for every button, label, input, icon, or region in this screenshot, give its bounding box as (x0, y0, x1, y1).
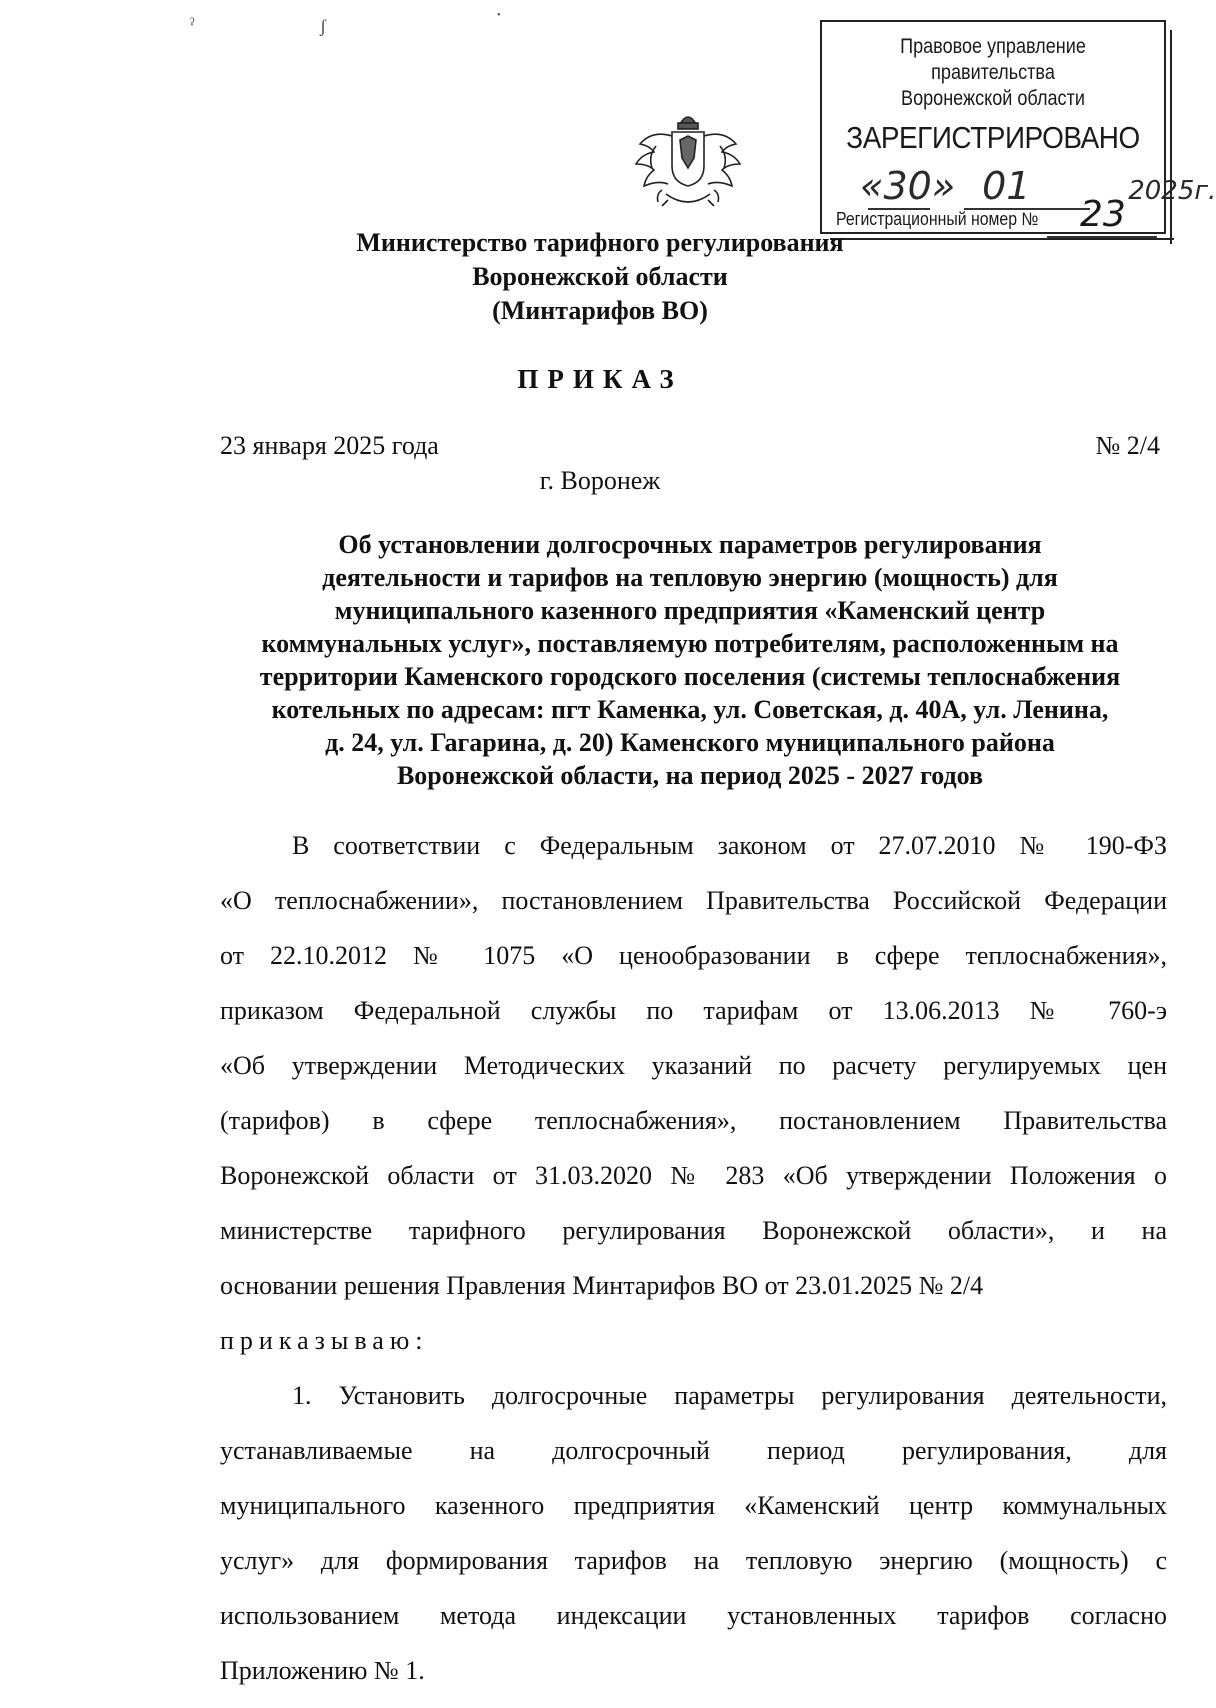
scan-mark: • (497, 10, 501, 21)
stamp-organization (846, 34, 1140, 112)
preamble-line: (тарифов) в сфере теплоснабжения», постановлением Правительства (220, 1106, 1167, 1135)
clause-1-line: Приложению № 1. (220, 1656, 425, 1685)
preamble-line: основании решения Правления Минтарифов ВО от 23.01.2025 № 2/4 (220, 1271, 984, 1300)
document-date: 23 января 2025 года (220, 431, 439, 460)
clause-1-line: устанавливаемые на долгосрочный период регулирования, для (220, 1436, 1167, 1465)
scan-mark: ʃ (320, 16, 326, 36)
document-number: № 2/4 (1095, 431, 1160, 460)
ministry-name-line: Министерство тарифного регулирования (356, 228, 844, 257)
preamble-line: министерстве тарифного регулирования Воронежской области», и на (220, 1216, 1167, 1245)
stamp-date-day: «30» (860, 164, 956, 208)
preamble-line: Воронежской области от 31.03.2020 № 283 «Об утверждении Положения о (220, 1161, 1167, 1190)
order-word: приказываю: (220, 1326, 429, 1355)
title-line: Воронежской области, на период 2025 - 2027 годов (396, 761, 984, 790)
coat-of-arms-emblem (628, 106, 748, 210)
preamble-line: приказом Федеральной службы по тарифам от 13.06.2013 № 760-э (220, 996, 1167, 1025)
title-line: коммунальных услуг», поставляемую потребителям, расположенным на (261, 629, 1119, 658)
document-kind: ПРИКАЗ (517, 364, 683, 394)
title-line: котельных по адресам: пгт Каменка, ул. Советская, д. 40А, ул. Ленина, (271, 695, 1109, 724)
ministry-name-line: Воронежской области (472, 262, 728, 291)
preamble-line: «О теплоснабжении», постановлением Правительства Российской Федерации (220, 886, 1167, 915)
stamp-date (860, 164, 1216, 208)
preamble-line: от 22.10.2012 № 1075 «О ценообразовании в сфере теплоснабжения», (220, 941, 1167, 970)
registration-stamp (820, 20, 1216, 235)
clause-1-line: использованием метода индексации установленных тарифов согласно (220, 1601, 1167, 1630)
preamble-line: В соответствии с Федеральным законом от 27.07.2010 № 190-ФЗ (292, 831, 1167, 860)
document-city: г. Воронеж (539, 466, 661, 495)
stamp-date-month: 01 (982, 164, 1031, 208)
preamble-paragraph (220, 818, 1167, 1698)
stamp-regnum-label: Регистрационный номер № (836, 209, 1039, 229)
document-title (200, 528, 1180, 792)
title-line: Об установлении долгосрочных параметров регулирования (338, 530, 1042, 559)
stamp-status: ЗАРЕГИСТРИРОВАНО (846, 120, 1140, 155)
title-line: деятельности и тарифов на тепловую энергию (мощность) для (322, 563, 1058, 592)
stamp-org-line: Воронежской области (901, 87, 1085, 110)
scan-mark: ˀ (190, 14, 195, 34)
stamp-regnum-value: 23 (1080, 194, 1126, 235)
title-line: территории Каменского городского поселения (системы теплоснабжения (259, 662, 1121, 691)
clause-1-line: 1. Установить долгосрочные параметры регулирования деятельности, (292, 1381, 1167, 1410)
stamp-shadow-edge (1164, 30, 1172, 244)
clause-1-line: муниципального казенного предприятия «Каменский центр коммунальных (220, 1491, 1167, 1520)
stamp-org-line: Правовое управление правительства (900, 35, 1086, 84)
title-line: д. 24, ул. Гагарина, д. 20) Каменского муниципального района (325, 728, 1055, 757)
ministry-name-line: (Минтарифов ВО) (492, 296, 708, 325)
title-line: муниципального казенного предприятия «Каменский центр (334, 596, 1046, 625)
stamp-date-year: 2025г. (1128, 176, 1216, 206)
preamble-line: «Об утверждении Методических указаний по расчету регулируемых цен (220, 1051, 1167, 1080)
clause-1-line: услуг» для формирования тарифов на тепловую энергию (мощность) с (220, 1546, 1167, 1575)
